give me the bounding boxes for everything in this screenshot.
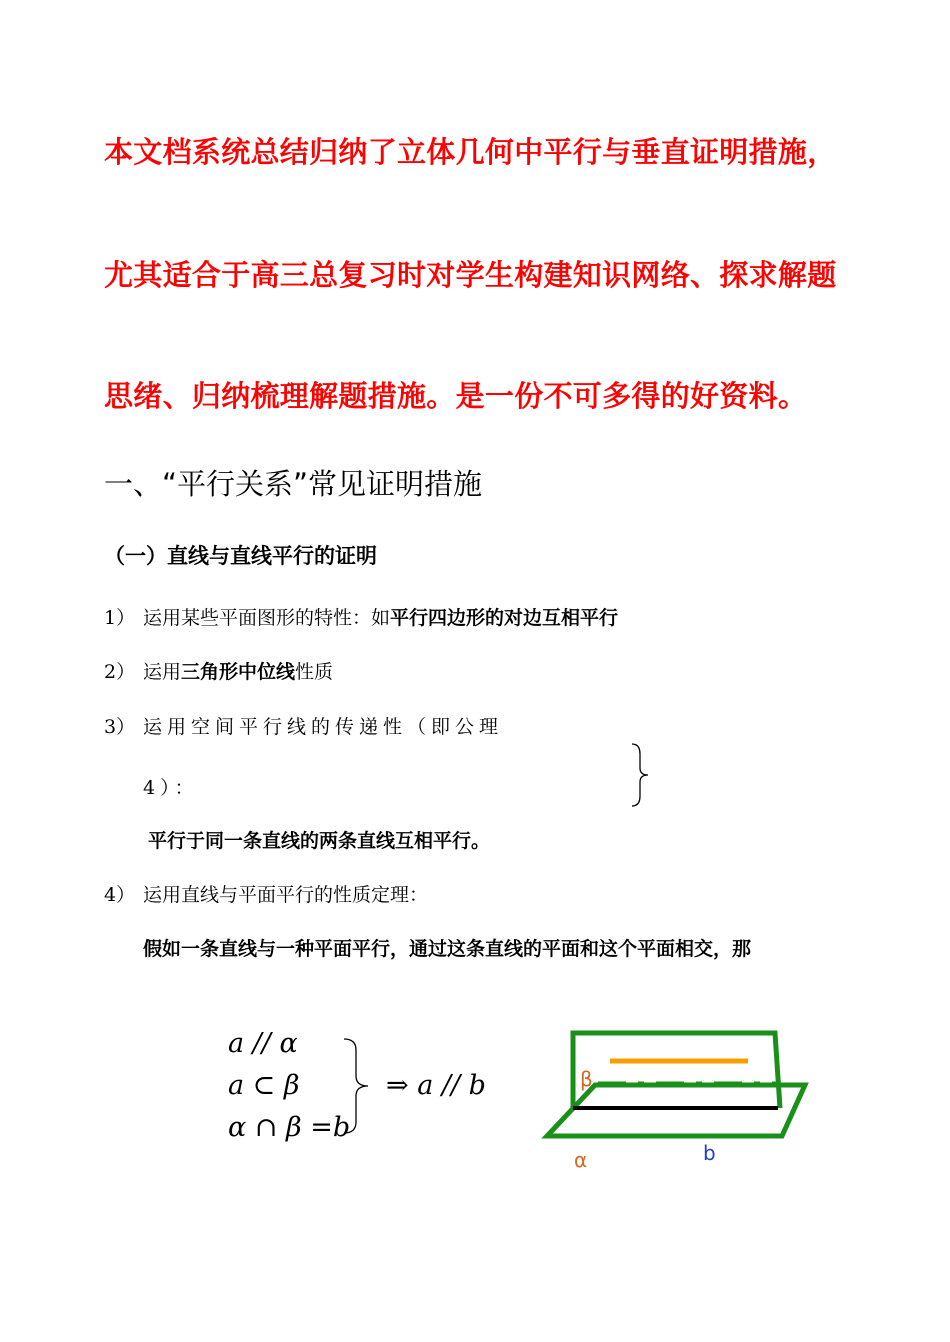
- item-2-text: [143, 657, 333, 684]
- item-1-plain: 运用某些平面图形的特性：如: [143, 607, 391, 629]
- item-1-text: [143, 603, 618, 630]
- item-2-plain-2: 性质: [295, 661, 334, 683]
- formula-line-3: α ∩ β =b: [228, 1112, 351, 1143]
- item-4-number: 4）: [104, 884, 136, 906]
- section-title: 一、“平行关系”常见证明措施: [104, 467, 483, 501]
- item-3-number: 3）: [104, 716, 136, 738]
- label-b: b: [703, 1141, 716, 1165]
- formula-line-2: a ⊂ β: [228, 1070, 300, 1101]
- label-alpha: α: [574, 1148, 588, 1172]
- item-4-statement: 假如一条直线与一种平面平行，通过这条直线的平面和这个平面相交，那: [143, 938, 752, 960]
- item-2-plain: 运用: [143, 661, 182, 683]
- item-2-bold: 三角形中位线: [181, 661, 296, 683]
- formula-line-1: a // α: [228, 1028, 298, 1059]
- alpha-plane: [547, 1085, 805, 1136]
- formula-result: ⇒ a // b: [386, 1070, 486, 1101]
- item-2-number: 2）: [104, 661, 136, 683]
- intro-line-2: 尤其适合于高三总复习时对学生构建知识网络、探求解题: [104, 258, 837, 292]
- right-brace-icon: [628, 742, 658, 808]
- label-beta: β: [580, 1067, 593, 1091]
- formula-brace-icon: [340, 1036, 376, 1136]
- intro-line-1: 本文档系统总结归纳了立体几何中平行与垂直证明措施，: [104, 135, 837, 169]
- item-3-continuation: 4）：: [143, 777, 199, 799]
- item-4-text: 运用直线与平面平行的性质定理：: [143, 884, 429, 906]
- item-1-bold: 平行四边形的对边互相平行: [390, 607, 619, 629]
- item-1-number: 1）: [104, 607, 136, 629]
- beta-plane: [573, 1033, 780, 1110]
- item-3-statement: 平行于同一条直线的两条直线互相平行。: [148, 830, 491, 852]
- intro-line-3: 思绪、归纳梳理解题措施。是一份不可多得的好资料。: [104, 379, 808, 413]
- subsection-title: （一）直线与直线平行的证明: [104, 544, 377, 568]
- item-3-text: 运用空间平行线的传递性（即公理: [143, 716, 504, 738]
